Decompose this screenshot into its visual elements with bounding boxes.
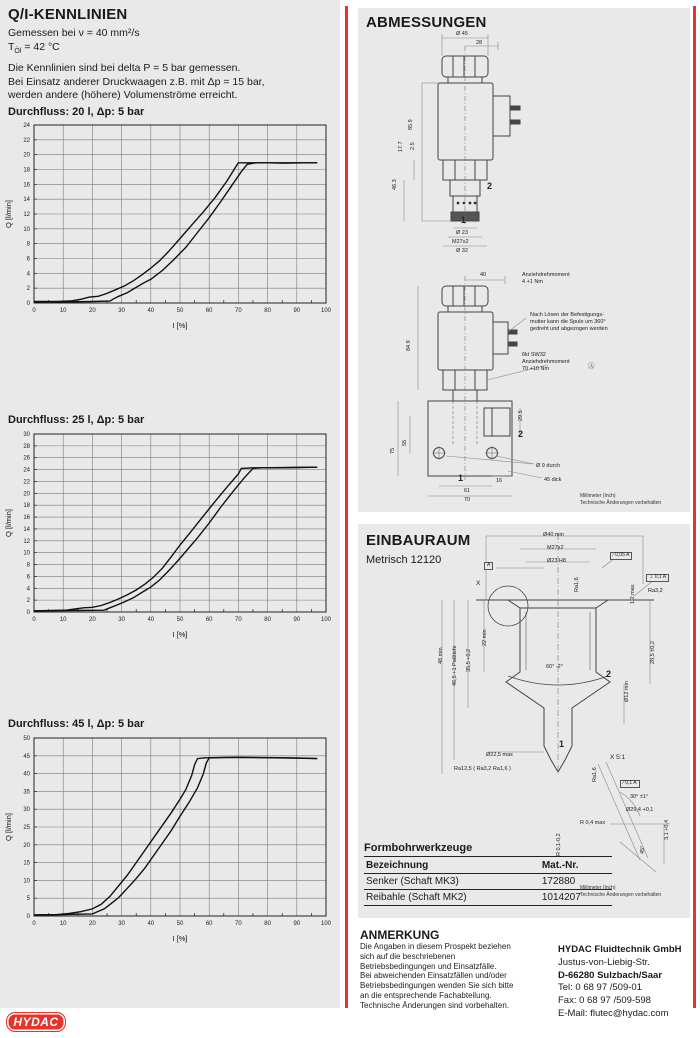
text-line: an die entsprechende Fachabteilung. xyxy=(360,990,492,1000)
svg-text:50: 50 xyxy=(23,736,30,742)
column-divider-line xyxy=(345,6,348,1008)
dimension-label: Ø40 min xyxy=(543,532,564,538)
svg-text:100: 100 xyxy=(320,308,332,314)
svg-text:10: 10 xyxy=(23,226,30,233)
company-city: D-66280 Sulzbach/Saar xyxy=(558,969,663,981)
svg-text:80: 80 xyxy=(264,921,271,927)
svg-text:10: 10 xyxy=(59,617,67,623)
dimension-label: 28 xyxy=(476,40,483,46)
dimension-label: 2 xyxy=(518,429,524,439)
text-line: werden andere (höhere) Volumenströme erreicht. xyxy=(8,89,238,102)
svg-text:6: 6 xyxy=(26,574,30,581)
svg-text:5: 5 xyxy=(26,896,30,903)
table-row: Senker (Schaft MK3) 172880 xyxy=(364,874,612,890)
svg-text:12: 12 xyxy=(23,212,30,218)
dimension-label: Ra1,6 xyxy=(592,767,598,782)
dimension-label: Ø 23 xyxy=(456,230,468,236)
dimension-label: 48 min xyxy=(438,647,444,664)
valve-on-block-drawing xyxy=(358,266,690,510)
cavity-subtitle: Metrisch 12120 xyxy=(366,554,442,566)
dimension-label: 2 xyxy=(606,669,612,679)
dimension-label: ∕ 0,05 A xyxy=(610,552,632,560)
dimension-label: X xyxy=(476,580,481,587)
svg-text:20: 20 xyxy=(23,842,30,849)
svg-text:0: 0 xyxy=(26,301,30,307)
svg-text:20: 20 xyxy=(23,491,30,498)
qi-chart-25l xyxy=(2,428,334,640)
chart-title-20l: Durchfluss: 20 l, Δp: 5 bar xyxy=(8,106,145,118)
dimension-label: 46.3 xyxy=(392,179,398,190)
svg-text:100: 100 xyxy=(320,921,332,927)
text-line: Die Angaben in diesem Prospekt beziehen xyxy=(360,942,511,951)
dimension-label: 4 +1 Nm xyxy=(522,279,543,285)
svg-text:4: 4 xyxy=(26,271,30,278)
dimension-label: ⊥ 0,1 A xyxy=(646,574,669,582)
valve-front-view-drawing xyxy=(358,30,690,262)
dimension-label: 61 xyxy=(464,488,471,494)
measurement-condition-viscosity: Gemessen bei ν = 40 mm²/s xyxy=(8,27,140,39)
svg-text:50: 50 xyxy=(176,308,184,314)
dimension-label: Ra1,6 xyxy=(574,577,580,592)
svg-text:10: 10 xyxy=(23,878,30,885)
column-header-matnr: Mat.-Nr. xyxy=(540,858,612,874)
dimensions-title: ABMESSUNGEN xyxy=(366,14,487,31)
svg-text:0: 0 xyxy=(32,308,36,314)
measurement-condition-temperature: $T_{Öl} = 42$ °C xyxy=(8,41,60,56)
qi-chart-45l xyxy=(2,732,334,944)
dimension-label: Ø 45 xyxy=(456,31,468,37)
svg-text:20: 20 xyxy=(89,308,96,314)
svg-text:30: 30 xyxy=(118,617,125,623)
svg-text:Q [l/min]: Q [l/min] xyxy=(4,509,13,537)
svg-text:25: 25 xyxy=(23,825,30,831)
dimension-label: Nach Lösen der Befestigungs- xyxy=(530,312,604,318)
svg-text:24: 24 xyxy=(23,467,30,474)
company-tel: Tel: 0 68 97 /509-01 xyxy=(558,982,642,994)
dimension-label: 6kt SW32 xyxy=(522,352,546,358)
dimension-label: gedreht und abgezogen werden xyxy=(530,326,608,332)
svg-text:14: 14 xyxy=(23,526,30,533)
dimension-label: 29.5 xyxy=(518,410,524,421)
svg-text:0: 0 xyxy=(32,921,36,927)
dimension-label: M27x2 xyxy=(547,545,564,551)
svg-text:90: 90 xyxy=(293,617,301,623)
chart-title-45l: Durchfluss: 45 l, Δp: 5 bar xyxy=(8,718,145,730)
dimension-label: 1 xyxy=(458,473,464,483)
dimension-label: 46,5 +1 Paßtiefe xyxy=(452,645,458,686)
text-line: Bei abweichenden Einsatzfällen und/oder xyxy=(360,971,507,981)
text-line: Betriebsbedingungen und Einsatzfälle. xyxy=(360,961,497,971)
valve-front-view-shapes xyxy=(358,30,690,262)
table-header-row xyxy=(364,858,612,874)
qi-chart-20l xyxy=(2,119,334,331)
dimensions-panel xyxy=(358,8,690,512)
svg-text:22: 22 xyxy=(23,479,30,486)
text-line: sich auf die beschriebenen xyxy=(360,951,456,961)
company-address-block xyxy=(558,944,698,1021)
text-line: Betriebsbedingungen wenden Sie sich bitte xyxy=(360,981,514,990)
svg-text:I [%]: I [%] xyxy=(172,321,188,330)
svg-text:15: 15 xyxy=(23,860,30,867)
dimension-label: Ø 9 durch xyxy=(536,463,561,469)
dimension-label: 70 +10 Nm xyxy=(522,366,550,372)
dimension-label: Millimeter (Inch) xyxy=(580,493,616,499)
svg-text:20: 20 xyxy=(89,921,96,927)
form-tools-table xyxy=(364,842,612,906)
dimension-label: Ra12,5 ( Ra3,2 Ra1,6 ) xyxy=(454,766,511,772)
dimension-label: 16 xyxy=(496,478,503,484)
dimension-label: Ø23 H8 xyxy=(547,558,566,564)
cavity-title: EINBAURAUM xyxy=(366,532,471,549)
hydac-logo xyxy=(6,1012,66,1032)
dimension-label: ∕ 0,1 A xyxy=(620,780,640,788)
svg-text:24: 24 xyxy=(23,123,30,129)
text-line: Bei Einsatz anderer Druckwaagen z.B. mit Δp = 15 bar, xyxy=(8,75,265,88)
svg-text:20: 20 xyxy=(89,617,96,623)
dimension-label: 85.9 xyxy=(408,119,414,130)
svg-text:Q [l/min]: Q [l/min] xyxy=(4,813,13,841)
svg-text:60: 60 xyxy=(205,308,213,314)
dimension-label: 17.7 xyxy=(398,141,404,152)
dimension-label: 28,5 ±0,2 xyxy=(650,641,656,664)
remark-block xyxy=(360,928,555,1010)
dimension-label: Technische Änderungen vorbehalten xyxy=(580,500,662,506)
valve-on-block-shapes xyxy=(358,266,690,510)
svg-text:I [%]: I [%] xyxy=(172,630,188,639)
table-title: Formbohrwerkzeuge xyxy=(364,842,612,857)
svg-text:16: 16 xyxy=(23,182,30,189)
company-name: HYDAC Fluidtechnik GmbH xyxy=(558,944,682,955)
dimension-label: 1 xyxy=(559,739,565,749)
svg-text:45: 45 xyxy=(23,753,30,760)
dimension-label: R 0,4 max xyxy=(580,820,606,826)
dimension-label: R 0,1-0,2 xyxy=(556,833,562,856)
company-fax: Fax: 0 68 97 /509-598 xyxy=(558,995,651,1007)
svg-text:4: 4 xyxy=(26,586,30,593)
svg-text:6: 6 xyxy=(26,256,30,263)
svg-text:26: 26 xyxy=(23,455,30,462)
svg-text:18: 18 xyxy=(23,503,30,510)
dimension-label: 55 xyxy=(402,439,408,446)
svg-text:12: 12 xyxy=(23,538,30,545)
dimension-label: mutter kann die Spule um 360° xyxy=(530,319,606,325)
svg-text:30: 30 xyxy=(23,432,30,438)
svg-text:30: 30 xyxy=(118,308,125,314)
svg-text:30: 30 xyxy=(118,921,125,927)
svg-text:0: 0 xyxy=(32,617,36,623)
svg-text:70: 70 xyxy=(235,617,242,623)
svg-text:10: 10 xyxy=(59,921,67,927)
page-edge-line xyxy=(693,6,696,1008)
intro-paragraph xyxy=(8,62,265,103)
dimension-label: 70 xyxy=(464,497,471,503)
svg-text:60: 60 xyxy=(205,617,213,623)
svg-text:Q [l/min]: Q [l/min] xyxy=(4,200,13,228)
svg-text:40: 40 xyxy=(147,921,155,927)
svg-text:70: 70 xyxy=(235,921,242,927)
dimension-label: A xyxy=(484,562,493,570)
dimension-label: M27x2 xyxy=(452,239,469,245)
dimension-label: 40 xyxy=(480,272,487,278)
dimension-label: 2 xyxy=(487,181,493,191)
svg-text:18: 18 xyxy=(23,167,30,174)
svg-text:30: 30 xyxy=(23,807,30,814)
svg-text:35: 35 xyxy=(23,789,30,796)
dimension-label: 1 xyxy=(461,215,467,225)
svg-text:50: 50 xyxy=(176,921,184,927)
svg-text:90: 90 xyxy=(293,308,301,314)
dimension-label: 2.5 xyxy=(410,142,416,150)
dimension-label: Ra3,2 xyxy=(648,588,663,594)
dimension-label: 30° ±1° xyxy=(630,794,649,800)
svg-text:60: 60 xyxy=(205,921,213,927)
svg-text:80: 80 xyxy=(264,617,271,623)
svg-text:90: 90 xyxy=(293,921,301,927)
dimension-label: 1,2 max xyxy=(630,584,636,604)
dimension-label: Ø29,4 +0,1 xyxy=(626,807,654,813)
chart-title-25l: Durchfluss: 25 l, Δp: 5 bar xyxy=(8,414,145,426)
dimension-label: 60° -2° xyxy=(546,664,563,670)
cavity-panel xyxy=(358,524,690,918)
svg-text:70: 70 xyxy=(235,308,242,314)
svg-text:28: 28 xyxy=(23,443,30,450)
remark-title: ANMERKUNG xyxy=(360,928,440,942)
dimension-label: 35,5 +0,2 xyxy=(466,648,472,672)
svg-text:22: 22 xyxy=(23,137,30,144)
svg-text:16: 16 xyxy=(23,515,30,522)
svg-text:0: 0 xyxy=(26,914,30,920)
dimension-label: 22 min xyxy=(482,629,488,646)
svg-text:2: 2 xyxy=(26,598,30,605)
remark-text xyxy=(360,942,555,1010)
dimension-label: Anziehdrehmoment xyxy=(522,359,570,365)
svg-text:80: 80 xyxy=(264,308,271,314)
svg-text:0: 0 xyxy=(26,610,30,616)
page-title: Q/I-KENNLINIEN xyxy=(8,6,128,23)
dimension-label: Technische Änderungen vorbehalten xyxy=(580,892,662,898)
dimension-label: Ø 32 xyxy=(456,248,468,254)
svg-text:8: 8 xyxy=(26,562,30,569)
dimension-label: 3,1 +0,4 xyxy=(664,819,670,840)
company-street: Justus-von-Liebig-Str. xyxy=(558,956,650,968)
column-header-bezeichnung: Bezeichnung xyxy=(364,858,540,874)
svg-text:50: 50 xyxy=(176,617,184,623)
svg-text:100: 100 xyxy=(320,617,332,623)
svg-text:2: 2 xyxy=(26,286,30,293)
svg-text:14: 14 xyxy=(23,197,30,204)
svg-text:40: 40 xyxy=(147,617,155,623)
dimension-label: Anziehdrehmoment xyxy=(522,272,570,278)
hydac-logo-text: HYDAC xyxy=(13,1015,59,1029)
dimension-label: 75 xyxy=(390,447,396,454)
svg-text:40: 40 xyxy=(147,308,155,314)
svg-text:8: 8 xyxy=(26,241,30,248)
dimension-label: Ø22,5 max xyxy=(486,752,513,758)
dimension-label: Millimeter (Inch) xyxy=(580,885,616,891)
svg-text:I [%]: I [%] xyxy=(172,934,188,943)
dimension-label: 45 dick xyxy=(544,477,562,483)
text-line: Technische Änderungen sind vorbehalten. xyxy=(360,1000,509,1010)
table-row: Reibahle (Schaft MK2) 1014207 xyxy=(364,890,612,906)
company-email: E-Mail: flutec@hydac.com xyxy=(558,1008,669,1020)
dimension-label: X 5:1 xyxy=(610,754,626,761)
svg-text:20: 20 xyxy=(23,152,30,159)
dimension-label: 84.9 xyxy=(406,340,412,351)
characteristics-panel xyxy=(0,0,340,1008)
svg-text:40: 40 xyxy=(23,771,30,778)
dimension-label: Ø12 min xyxy=(624,681,630,702)
text-line: Die Kennlinien sind bei delta P = 5 bar gemessen. xyxy=(8,62,241,74)
svg-text:10: 10 xyxy=(59,308,67,314)
dimension-label: 45° xyxy=(640,845,646,854)
dimension-label: Ⓐ xyxy=(588,363,595,370)
svg-text:10: 10 xyxy=(23,550,30,557)
